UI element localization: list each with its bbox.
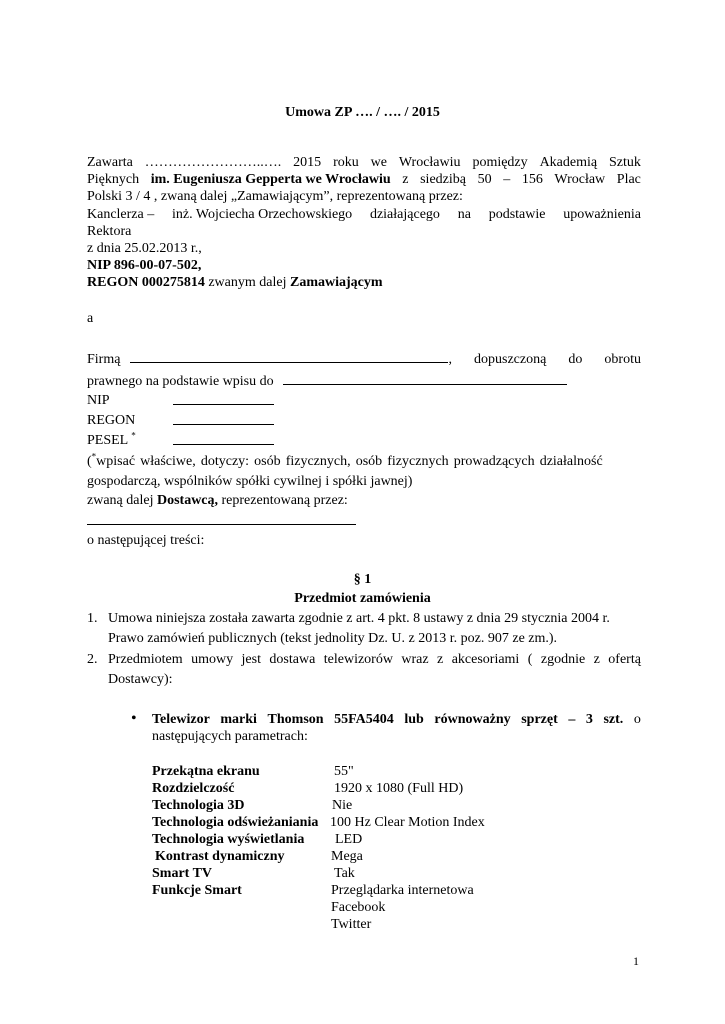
item-2-line-2: Dostawcy): [108, 672, 173, 687]
prawnego-line [87, 371, 567, 390]
spec-label: Smart TV [152, 866, 213, 881]
section-symbol: § 1 [353, 572, 372, 587]
word: ( [87, 454, 92, 469]
registry-blank [283, 371, 567, 385]
word: z [593, 652, 600, 667]
word: 3 [585, 712, 593, 727]
spec-label: Przekątna ekranu [152, 764, 260, 779]
word: Dostawcą, [156, 493, 219, 508]
word: Sztuk [609, 155, 641, 170]
intro-line-2 [87, 171, 641, 188]
word: prawnego na podstawie wpisu do [87, 374, 274, 389]
word: Wrocław [554, 172, 606, 187]
spec-label: Technologia odświeżaniania [152, 815, 319, 830]
word: marki [220, 712, 257, 727]
word: Zamawiającym [289, 275, 383, 290]
spec-value-extra: Facebook [331, 900, 386, 915]
word: 55FA5404 [334, 712, 394, 727]
word: – [503, 172, 511, 187]
spec-value: Przeglądarka internetowa [331, 883, 474, 898]
word: roku [333, 155, 359, 170]
word: obrotu [604, 352, 641, 367]
intro-line-6: z dnia 25.02.2013 r., [87, 241, 202, 256]
word: sprzęt [521, 712, 558, 727]
word: Pięknych [87, 172, 140, 187]
word: we [370, 155, 387, 170]
spec-label: Technologia 3D [152, 798, 245, 813]
word: dostawa [269, 652, 316, 667]
word: zgodnie [540, 652, 586, 667]
word: podstawie [488, 207, 546, 222]
word: Telewizor [152, 712, 210, 727]
asterisk: * [91, 451, 97, 462]
intro-line-1 [87, 154, 641, 171]
word: Plac [616, 172, 641, 187]
conjunction-a: a [87, 311, 94, 326]
word: akcesoriami [451, 652, 520, 667]
bullet-icon: • [131, 710, 137, 727]
word: umowy [191, 652, 234, 667]
word: , [448, 352, 452, 367]
spec-label: Rozdzielczość [152, 781, 235, 796]
word: dopuszczoną [474, 352, 547, 367]
word: z [402, 172, 409, 187]
regon-number: REGON 000275814 [87, 275, 205, 290]
word: Akademią [539, 155, 598, 170]
word: reprezentowaną przez: [218, 493, 348, 508]
word: o [633, 712, 641, 727]
word: pomiędzy [472, 155, 528, 170]
spec-value: LED [335, 832, 363, 847]
word: Thomson [267, 712, 324, 727]
page-number: 1 [633, 954, 639, 968]
word: zwanym dalej [204, 275, 290, 290]
word: wpisać właściwe, dotyczy: osób fizycznych, osób fizycznych prowadzących działalność [96, 454, 603, 469]
word: Przedmiotem [108, 652, 183, 667]
regon-field-label: REGON [87, 413, 136, 428]
zwana-line [87, 492, 348, 509]
note-line-2: gospodarczą, wspólników spółki cywilnej i spółki jawnej) [87, 474, 413, 489]
nip-blank [173, 391, 274, 405]
nip-field-label: NIP [87, 393, 110, 408]
spec-value: 1920 x 1080 (Full HD) [334, 781, 464, 796]
intro-line-5: Rektora [87, 224, 132, 239]
pesel-blank [173, 431, 274, 445]
word: Kanclerza – [87, 207, 155, 222]
word: 50 [477, 172, 492, 187]
spec-value-extra: Twitter [331, 917, 372, 932]
word: z [437, 652, 444, 667]
word: Wrocławiu [398, 155, 461, 170]
word: działającego [369, 207, 440, 222]
pesel-field-label [87, 432, 136, 449]
firma-tail [448, 351, 641, 368]
document-title: Umowa ZP …. / …. / 2015 [285, 105, 440, 120]
section-heading: Przedmiot zamówienia [294, 591, 431, 606]
spec-value: Mega [331, 849, 363, 864]
spec-value: 100 Hz Clear Motion Index [330, 815, 485, 830]
spec-value: Tak [334, 866, 355, 881]
regon-blank [173, 411, 274, 425]
spec-label: Funkcje Smart [152, 883, 242, 898]
word: Zawarta [87, 155, 133, 170]
item-1-line-2: Prawo zamówień publicznych (tekst jednolity Dz. U. z 2013 r. poz. 907 ze zm.). [108, 631, 558, 646]
firma-blank [130, 349, 448, 363]
word: ofertą [608, 652, 641, 667]
word: Firmą [87, 352, 121, 367]
asterisk: * [131, 430, 136, 441]
word: ( [527, 652, 533, 667]
product-line-2: następujących parametrach: [152, 729, 308, 744]
intro-line-4 [87, 206, 641, 223]
word: lub [404, 712, 424, 727]
word: na [457, 207, 471, 222]
item-1-number: 1. [87, 611, 98, 626]
spec-label: Kontrast dynamiczny [155, 849, 285, 864]
word: siedzibą [420, 172, 466, 187]
word: 156 [521, 172, 543, 187]
nip-line: NIP 896-00-07-502, [87, 258, 202, 273]
item-2-number: 2. [87, 652, 98, 667]
word: 2015 [293, 155, 322, 170]
date-placeholder: ……………………..…. [144, 155, 282, 170]
note-line-1 [87, 453, 603, 470]
firma-line [87, 349, 641, 368]
word: jest [241, 652, 261, 667]
tresci-line: o następującej treści: [87, 533, 205, 548]
spec-label: Technologia wyświetlania [152, 832, 305, 847]
word: szt. [603, 712, 624, 727]
product-line-1 [152, 711, 641, 728]
item-2-line-1 [108, 651, 641, 668]
item-1-line-1: Umowa niniejsza została zawarta zgodnie z art. 4 pkt. 8 ustawy z dnia 29 stycznia 2004 r. [108, 611, 610, 626]
intro-line-3: Polski 3 / 4 , zwaną dalej „Zamawiającym”, reprezentowaną przez: [87, 189, 463, 204]
word: do [568, 352, 583, 367]
representative-blank [87, 511, 356, 525]
word: – [568, 712, 576, 727]
chancellor-name: inż. Wojciecha Orzechowskiego [172, 207, 353, 222]
word: zwaną dalej [87, 493, 157, 508]
word: telewizorów [323, 652, 393, 667]
academy-name: im. Eugeniusza Gepperta we Wrocławiu [150, 172, 391, 187]
spec-value: 55" [334, 764, 354, 779]
word: PESEL [87, 433, 128, 448]
spec-value: Nie [332, 798, 353, 813]
word: upoważnienia [563, 207, 641, 222]
word: wraz [401, 652, 429, 667]
regon-line [87, 274, 383, 291]
word: równoważny [434, 712, 511, 727]
